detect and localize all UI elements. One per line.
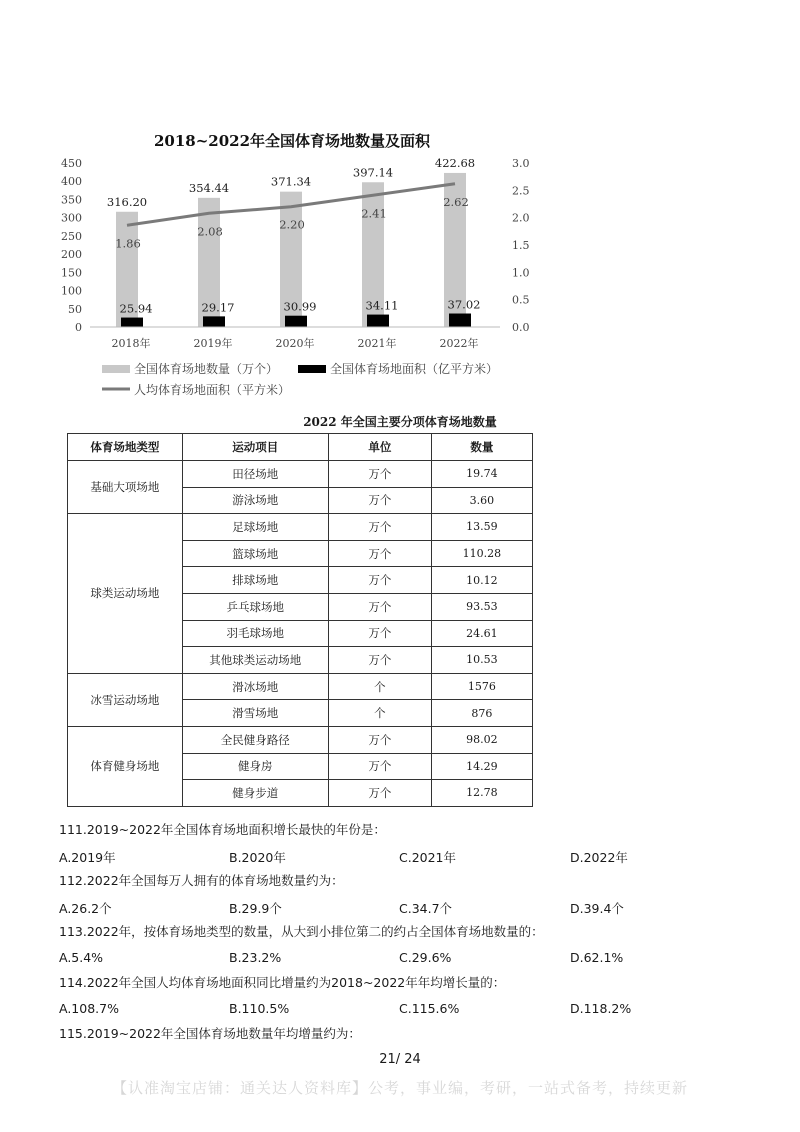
x-tick-label: 2020年 [275,337,315,350]
cell-value: 1576 [431,673,532,700]
answer-option: C.34.7个 [399,901,453,916]
table-row [68,514,533,541]
footer-watermark: 【认准淘宝店铺：通关达人资料库】公考，事业编，考研，一站式备考，持续更新 [111,1079,688,1097]
chart [0,0,800,410]
left-axis [61,157,82,334]
x-axis [90,327,500,350]
cell-sport-item: 足球场地 [182,514,328,541]
question-stem: 111.2019~2022年全国体育场地面积增长最快的年份是： [59,822,386,837]
cell-sport-item: 滑雪场地 [182,700,328,727]
answer-option: D.118.2% [570,1001,632,1016]
bar-series [107,156,481,327]
cell-sport-item: 排球场地 [182,567,328,594]
cell-venue-type: 基础大项场地 [68,461,183,514]
cell-sport-item: 全民健身路径 [182,726,328,753]
cell-value: 24.61 [431,620,532,647]
table-row [68,461,533,488]
cell-unit: 个 [328,673,431,700]
table-title: 2022 年全国主要分项体育场地数量 [303,415,497,429]
cell-value: 14.29 [431,753,532,780]
left-tick-label: 300 [61,211,82,225]
right-tick-label: 1.0 [512,266,530,280]
left-tick-label: 250 [61,229,82,243]
bar-quantity-label: 397.14 [352,165,394,180]
x-tick-label: 2019年 [193,337,233,350]
bar-area-label: 34.11 [365,298,399,313]
legend-label-quantity: 全国体育场地数量（万个） [134,362,279,376]
table-row [68,673,533,700]
header-item: 运动项目 [182,434,328,461]
answer-option: B.110.5% [229,1001,290,1016]
cell-sport-item: 篮球场地 [182,540,328,567]
right-tick-label: 1.5 [512,239,530,252]
answer-option: D.39.4个 [570,901,624,916]
answer-option: C.115.6% [399,1001,460,1016]
answer-option: D.2022年 [570,850,628,865]
legend-label-line: 人均体育场地面积（平方米） [134,383,291,397]
x-tick-label: 2021年 [357,337,397,350]
cell-sport-item: 田径场地 [182,461,328,488]
cell-venue-type: 冰雪运动场地 [68,673,183,726]
left-tick-label: 350 [61,193,82,207]
answer-option: A.108.7% [59,1001,119,1016]
question-stem: 115.2019~2022年全国体育场地数量年均增量约为： [59,1026,361,1041]
cell-sport-item: 游泳场地 [182,487,328,514]
answer-option: C.2021年 [399,850,457,865]
right-tick-label: 0.5 [512,293,530,307]
answer-option: B.2020年 [229,850,286,865]
bar-area-label: 25.94 [119,301,153,316]
legend-label-area: 全国体育场地面积（亿平方米） [330,362,499,376]
left-tick-label: 200 [61,248,82,262]
line-point-label: 1.86 [115,236,141,251]
right-tick-label: 2.5 [512,184,530,198]
cell-venue-type: 体育健身场地 [68,726,183,806]
bar-area [285,316,307,327]
cell-sport-item: 健身房 [182,753,328,780]
table-header-row [68,434,533,461]
line-point-label: 2.62 [443,194,469,209]
chart-title: 2018~2022年全国体育场地数量及面积 [153,132,431,150]
left-tick-label: 0 [75,321,82,334]
bar-quantity-label: 316.20 [106,194,148,209]
bar-area [449,314,471,327]
bar-area [367,315,389,327]
cell-unit: 万个 [328,540,431,567]
cell-value: 110.28 [431,540,532,567]
cell-value: 12.78 [431,780,532,807]
left-tick-label: 100 [61,284,82,298]
bar-area [203,316,225,327]
cell-value: 10.12 [431,567,532,594]
cell-value: 10.53 [431,647,532,674]
right-axis [512,157,530,334]
right-tick-label: 0.0 [512,321,530,334]
cell-unit: 万个 [328,726,431,753]
x-tick-label: 2018年 [111,337,151,350]
left-tick-label: 50 [68,302,82,316]
cell-unit: 万个 [328,753,431,780]
cell-unit: 万个 [328,593,431,620]
cell-value: 98.02 [431,726,532,753]
cell-sport-item: 健身步道 [182,780,328,807]
cell-venue-type: 球类运动场地 [68,514,183,674]
bar-area-label: 30.99 [283,299,317,314]
bar-quantity-label: 371.34 [270,174,312,189]
header-unit: 单位 [328,434,431,461]
cell-sport-item: 羽毛球场地 [182,620,328,647]
page-number: 21/ 24 [379,1052,421,1067]
answer-option: B.29.9个 [229,901,282,916]
bar-area-label: 29.17 [201,300,235,315]
right-tick-label: 2.0 [512,211,530,225]
left-tick-label: 400 [61,175,82,189]
x-tick-label: 2022年 [439,337,479,350]
legend-swatch-area [298,365,326,373]
line-point-label: 2.08 [197,224,223,239]
question-stem: 113.2022年，按体育场地类型的数量，从大到小排位第二的约占全国体育场地数量的： [59,924,544,939]
question-stem: 114.2022年全国人均体育场地面积同比增量约为2018~2022年年均增长量的： [59,975,506,990]
left-tick-label: 150 [61,266,82,280]
cell-unit: 万个 [328,487,431,514]
left-tick-label: 450 [61,157,82,170]
line-point-label: 2.41 [361,206,387,221]
cell-value: 19.74 [431,461,532,488]
bar-quantity-label: 422.68 [434,155,476,170]
answer-option: A.26.2个 [59,901,112,916]
cell-sport-item: 其他球类运动场地 [182,647,328,674]
answer-option: B.23.2% [229,950,282,965]
bar-quantity-label: 354.44 [188,180,230,195]
answer-option: A.5.4% [59,950,104,965]
cell-value: 13.59 [431,514,532,541]
question-stem: 112.2022年全国每万人拥有的体育场地数量约为： [59,873,344,888]
answer-option: A.2019年 [59,850,116,865]
cell-unit: 万个 [328,461,431,488]
right-tick-label: 3.0 [512,157,530,170]
cell-value: 3.60 [431,487,532,514]
bar-area-label: 37.02 [447,297,481,312]
table-row [68,726,533,753]
cell-unit: 万个 [328,780,431,807]
header-type: 体育场地类型 [68,434,183,461]
answer-option: D.62.1% [570,950,624,965]
cell-value: 876 [431,700,532,727]
cell-unit: 万个 [328,647,431,674]
legend-swatch-quantity [102,365,130,373]
cell-sport-item: 滑冰场地 [182,673,328,700]
cell-unit: 万个 [328,620,431,647]
header-value: 数量 [431,434,532,461]
bar-area [121,318,143,327]
venue-table [67,433,533,807]
cell-value: 93.53 [431,593,532,620]
legend [102,361,498,397]
cell-unit: 万个 [328,567,431,594]
cell-unit: 万个 [328,514,431,541]
cell-unit: 个 [328,700,431,727]
line-point-label: 2.20 [279,217,305,232]
answer-option: C.29.6% [399,950,452,965]
cell-sport-item: 乒乓球场地 [182,593,328,620]
